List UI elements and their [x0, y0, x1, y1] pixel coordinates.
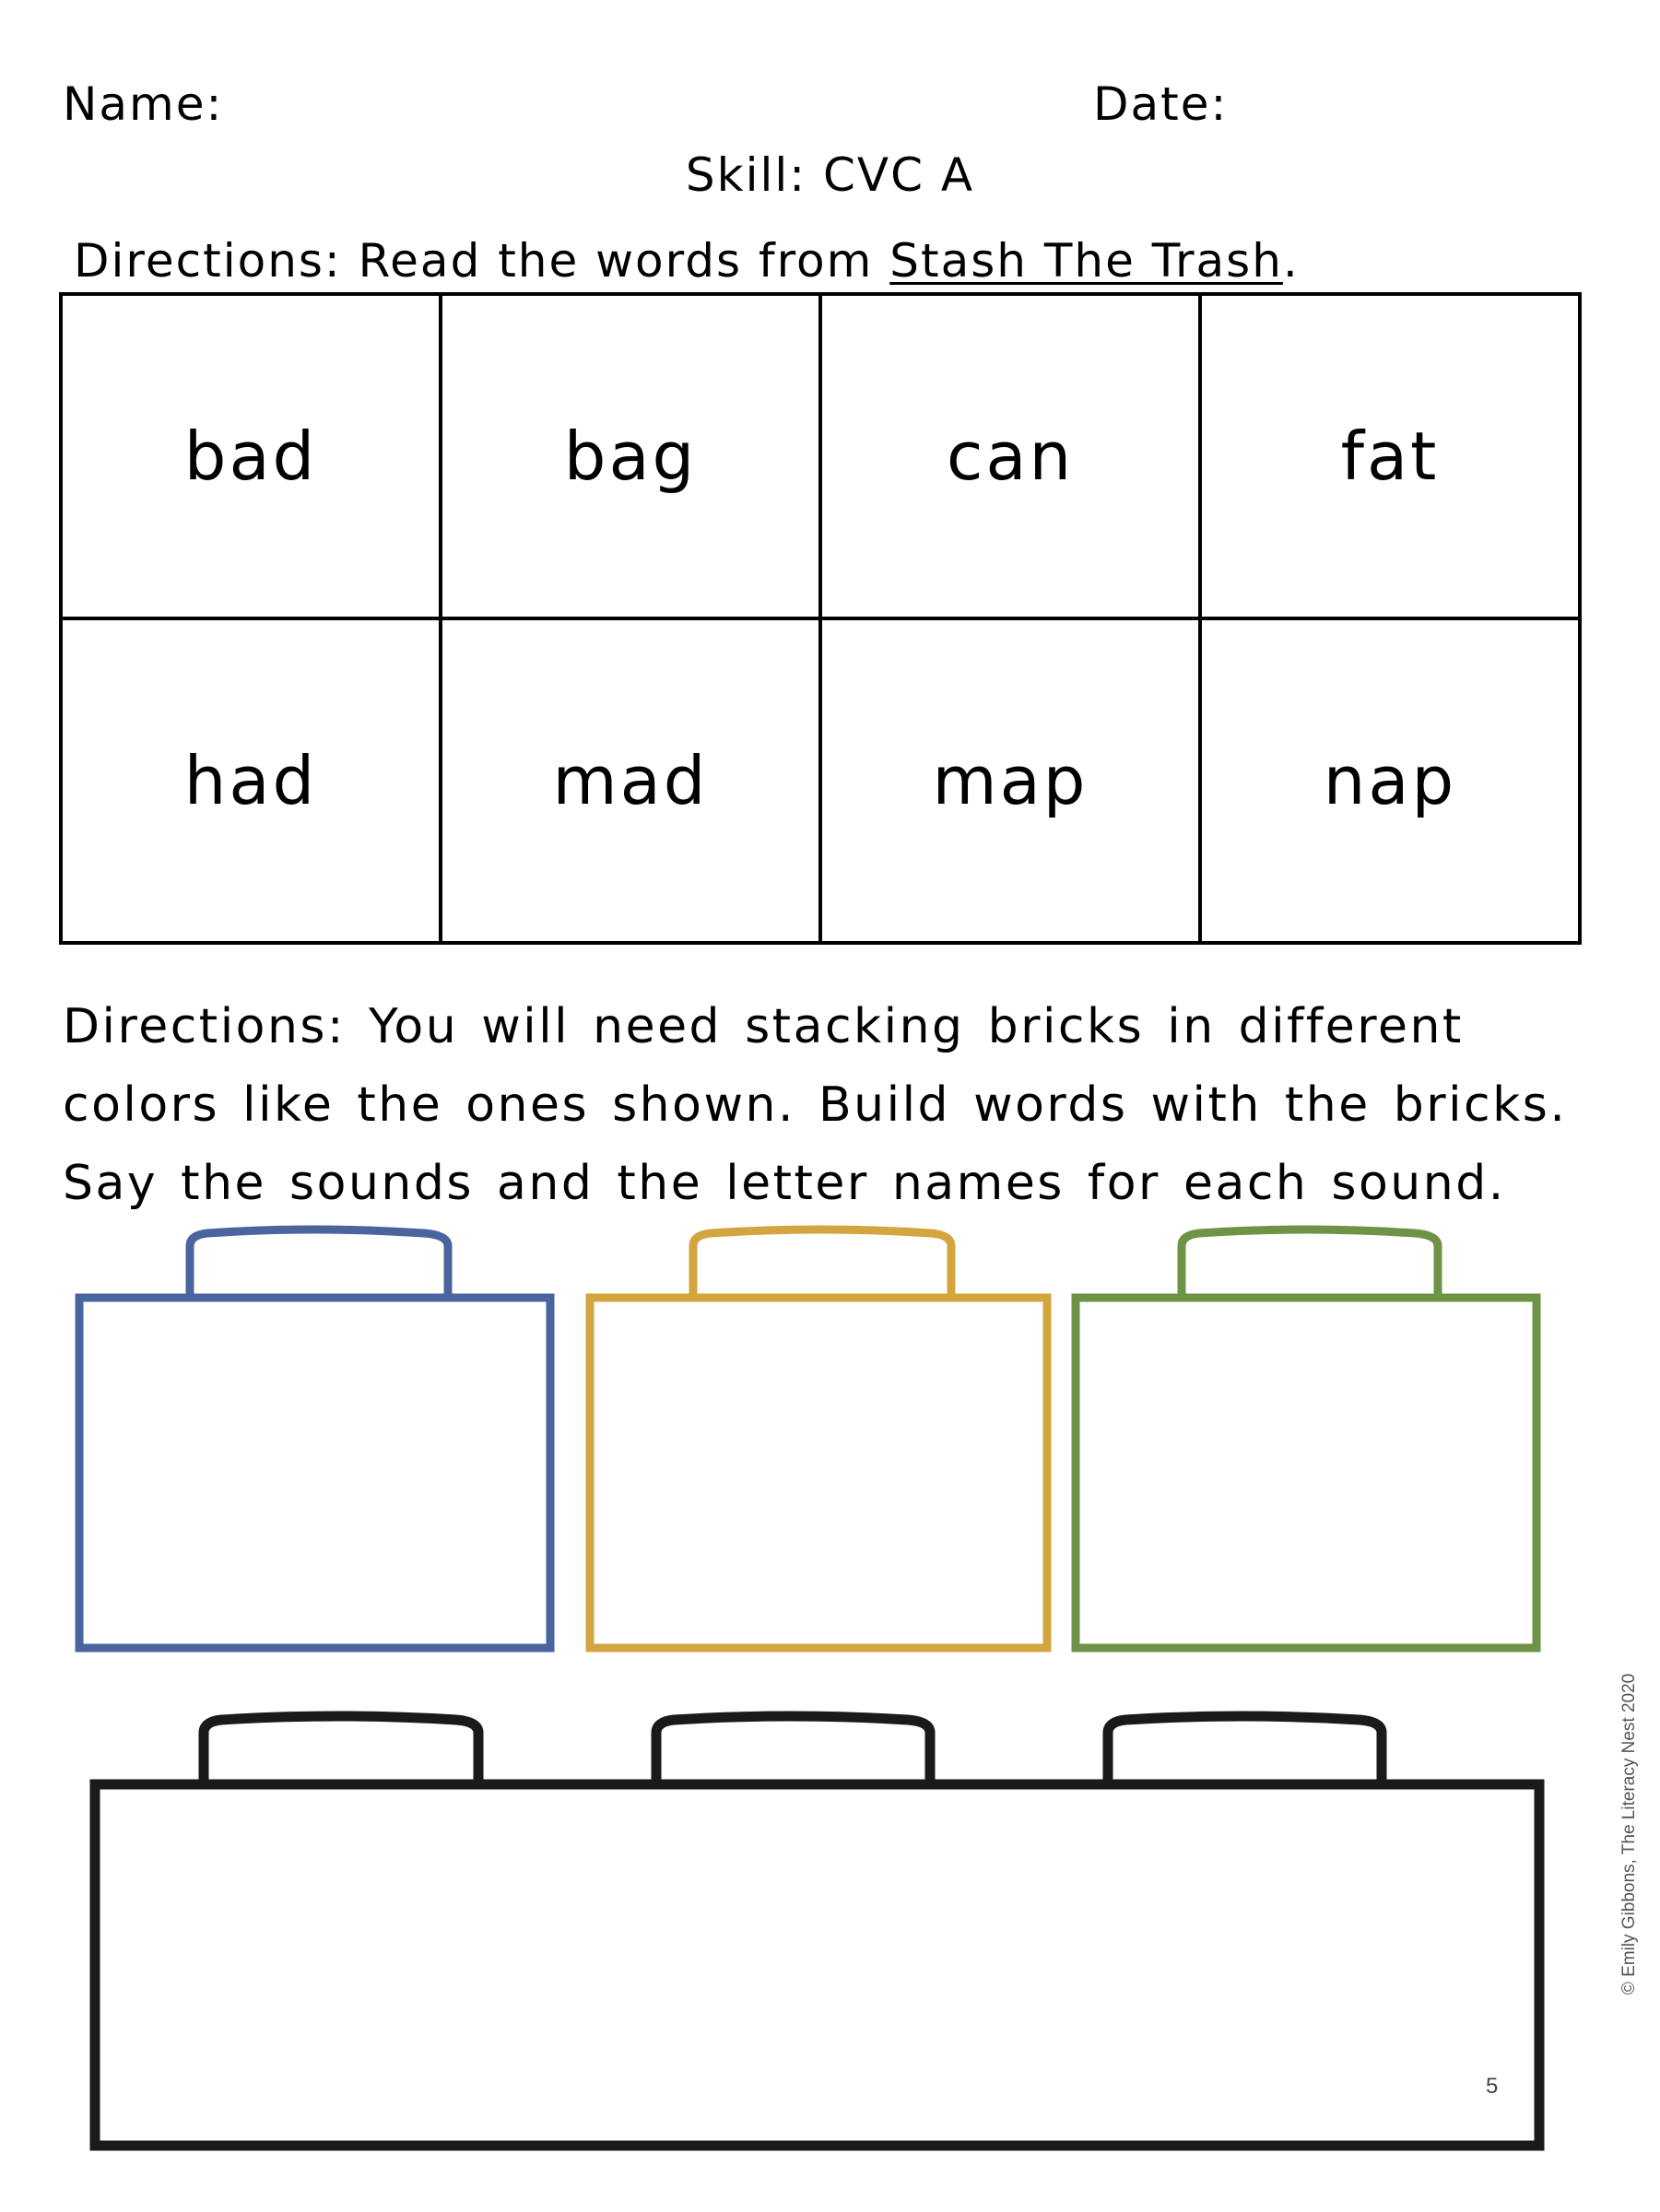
copyright-text: © Emily Gibbons, The Literacy Nest 2020	[1619, 1673, 1640, 1995]
yellow-brick-body	[590, 1298, 1047, 1648]
skill-label: Skill: CVC A	[685, 148, 975, 202]
word-cell: can	[820, 294, 1200, 618]
page-number: 5	[1486, 2074, 1499, 2099]
black-brick-stud	[204, 1716, 478, 1784]
word-cell: had	[61, 618, 441, 943]
directions-prefix: Directions: Read the words from	[74, 234, 890, 288]
yellow-brick-stud	[693, 1230, 951, 1298]
word-cell: bad	[61, 294, 441, 618]
yellow-brick	[590, 1230, 1047, 1648]
book-title: Stash The Trash	[889, 234, 1283, 288]
word-cell: mad	[441, 618, 820, 943]
black-brick-stud	[656, 1716, 930, 1784]
directions-build-words: Directions: You will need stacking bricks in different colors like the ones shown. Build words with the bricks. Say the sounds and the letter names for each sound.	[63, 999, 1568, 1211]
green-brick	[1076, 1230, 1536, 1648]
word-cell: nap	[1200, 618, 1580, 943]
word-cell: fat	[1200, 294, 1580, 618]
green-brick-body	[1076, 1298, 1536, 1648]
blue-brick	[79, 1230, 550, 1648]
directions-suffix: .	[1282, 234, 1300, 288]
date-label: Date:	[1093, 77, 1229, 131]
black-brick	[95, 1716, 1539, 2146]
black-brick-body	[95, 1784, 1539, 2146]
blue-brick-stud	[190, 1230, 448, 1298]
copyright-notice	[1606, 1558, 1654, 2111]
green-brick-stud	[1182, 1230, 1438, 1298]
blue-brick-body	[79, 1298, 550, 1648]
black-brick-stud	[1108, 1716, 1382, 1784]
word-cell: bag	[441, 294, 820, 618]
word-cell: map	[820, 618, 1200, 943]
name-label: Name:	[63, 77, 224, 131]
